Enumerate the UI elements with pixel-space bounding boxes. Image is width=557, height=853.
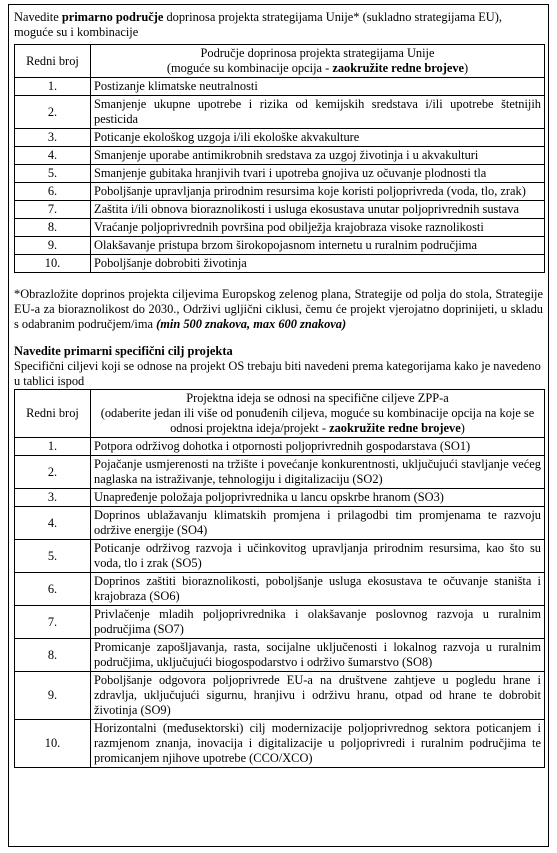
- table-row: [15, 96, 545, 129]
- row-number[interactable]: 3.: [15, 129, 91, 147]
- explanation-note: [9, 273, 548, 332]
- header-line2-text: (odaberite jedan ili više od ponuđenih ciljeva, moguće su kombinacije opcija na koje se odnosi projektna ideja/projekt -: [100, 406, 535, 435]
- strategy-area-rows: [15, 78, 545, 273]
- document-page: [8, 4, 549, 847]
- row-text: Poticanje održivog razvoja i učinkovitog upravljanja prirodnim resursima, kao što su voda, tlo i zrak (SO5): [91, 540, 545, 573]
- table-row: [15, 456, 545, 489]
- row-number[interactable]: 10.: [15, 255, 91, 273]
- row-number[interactable]: 4.: [15, 507, 91, 540]
- row-text: Poboljšanje odgovora poljoprivrede EU-a na društvene zahtjeve u pogledu hrane i zdravlja, uključujući sigurnu, hranjivu i održivu hranu, otpad od hrane te dobrobit životinja (SO9): [91, 672, 545, 720]
- note-text: *Obrazložite doprinos projekta ciljevima Europskog zelenog plana, Strategije od polja do stola, Strategije EU-a za bioraznolikost do 2030., Održivi ugljični ciklusi, čemu će projekt vjerojatno doprinijeti, u skladu s odabranim područjem/ima: [14, 287, 543, 331]
- row-text: Poticanje ekološkog uzgoja i/ili ekološke akvakulture: [91, 129, 545, 147]
- table-row: [15, 201, 545, 219]
- table-row: [15, 639, 545, 672]
- header-line1: Područje doprinosa projekta strategijama Unije: [200, 46, 435, 60]
- row-number[interactable]: 5.: [15, 165, 91, 183]
- col-header-number: Redni broj: [15, 390, 91, 438]
- table-row: [15, 147, 545, 165]
- row-number[interactable]: 6.: [15, 183, 91, 201]
- row-number[interactable]: 7.: [15, 201, 91, 219]
- note-char-limit: (min 500 znakova, max 600 znakova): [156, 317, 347, 331]
- row-text: Vraćanje poljoprivrednih površina pod obilježja krajobraza visoke raznolikosti: [91, 219, 545, 237]
- header-line1: Projektna ideja se odnosi na specifične ciljeve ZPP-a: [186, 391, 449, 405]
- row-number[interactable]: 4.: [15, 147, 91, 165]
- specific-goal-table: [14, 389, 545, 768]
- header-line2-bold: zaokružite redne brojeve: [332, 61, 465, 75]
- header-line2-prefix: (moguće su kombinacije opcija -: [166, 61, 333, 75]
- row-number[interactable]: 1.: [15, 438, 91, 456]
- row-text: Pojačanje usmjerenosti na tržište i povećanje konkurentnosti, uključujući stavljanje većeg naglaska na istraživanje, tehnologiju i digitalizaciju (SO2): [91, 456, 545, 489]
- header-line2-suffix: ): [460, 421, 465, 435]
- intro-paragraph: [9, 5, 548, 44]
- header-line2-bold: zaokružite redne brojeve: [329, 421, 461, 435]
- col-header-goal: [91, 390, 545, 438]
- table-row: [15, 78, 545, 96]
- intro-suffix: doprinosa projekta strategijama Unije* (sukladno strategijama EU), moguće su i kombinacije: [14, 10, 502, 39]
- section2-title: Navedite primarni specifični cilj projekta: [14, 344, 233, 358]
- row-text: Potpora održivog dohotka i otpornosti poljoprivrednih gospodarstava (SO1): [91, 438, 545, 456]
- table-row: [15, 573, 545, 606]
- table-row: [15, 672, 545, 720]
- header-line2-suffix: ): [464, 61, 469, 75]
- row-text: Horizontalni (međusektorski) cilj modernizacije poljoprivrednog sektora poticanjem i razmjenom znanja, inovacija i digitalizacije u poljoprivredi i ruralnim područjima te promicanjem njihove upotrebe (CCO/XCO): [91, 720, 545, 768]
- col-header-number: Redni broj: [15, 45, 91, 78]
- table-row: [15, 438, 545, 456]
- intro-prefix: Navedite: [14, 10, 62, 24]
- table-header-row: [15, 390, 545, 438]
- row-text: Poboljšanje upravljanja prirodnim resursima koje koristi poljoprivreda (voda, tlo, zrak): [91, 183, 545, 201]
- row-text: Zaštita i/ili obnova bioraznolikosti i usluga ekosustava unutar poljoprivrednih sustava: [91, 201, 545, 219]
- row-text: Postizanje klimatske neutralnosti: [91, 78, 545, 96]
- table-row: [15, 129, 545, 147]
- table-row: [15, 219, 545, 237]
- table-row: [15, 540, 545, 573]
- row-number[interactable]: 7.: [15, 606, 91, 639]
- row-text: Unapređenje položaja poljoprivrednika u lancu opskrbe hranom (SO3): [91, 489, 545, 507]
- row-number[interactable]: 3.: [15, 489, 91, 507]
- row-text: Privlačenje mladih poljoprivrednika i olakšavanje poslovnog razvoja u ruralnim područjima (SO7): [91, 606, 545, 639]
- table-row: [15, 507, 545, 540]
- row-number[interactable]: 9.: [15, 672, 91, 720]
- table-row: [15, 489, 545, 507]
- table-row: [15, 183, 545, 201]
- row-number[interactable]: 8.: [15, 639, 91, 672]
- row-text: Promicanje zapošljavanja, rasta, socijalne uključenosti i lokalnog razvoja u ruralnim područjima, uključujući biogospodarstvo i održivo šumarstvo (SO8): [91, 639, 545, 672]
- row-number[interactable]: 2.: [15, 96, 91, 129]
- row-number[interactable]: 9.: [15, 237, 91, 255]
- table-row: [15, 237, 545, 255]
- row-text: Poboljšanje dobrobiti životinja: [91, 255, 545, 273]
- row-text: Smanjenje uporabe antimikrobnih sredstava za uzgoj životinja i u akvakulturi: [91, 147, 545, 165]
- specific-goal-rows: [15, 438, 545, 768]
- row-number[interactable]: 6.: [15, 573, 91, 606]
- row-number[interactable]: 8.: [15, 219, 91, 237]
- table-header-row: [15, 45, 545, 78]
- row-number[interactable]: 10.: [15, 720, 91, 768]
- header-line2: [94, 61, 541, 76]
- row-text: Doprinos zaštiti bioraznolikosti, poboljšanje usluga ekosustava te očuvanje staništa i krajobraza (SO6): [91, 573, 545, 606]
- row-text: Smanjenje ukupne upotrebe i rizika od kemijskih sredstava i/ili upotrebe štetnijih pesticida: [91, 96, 545, 129]
- intro-bold: primarno područje: [61, 10, 164, 24]
- header-line2: [94, 406, 541, 436]
- row-text: Doprinos ublažavanju klimatskih promjena i prilagodbi tim promjenama te razvoju održive energije (SO4): [91, 507, 545, 540]
- row-text: Olakšavanje pristupa brzom širokopojasnom internetu u ruralnim područjima: [91, 237, 545, 255]
- row-text: Smanjenje gubitaka hranjivih tvari i upotreba gnojiva uz očuvanje plodnosti tla: [91, 165, 545, 183]
- table-row: [15, 720, 545, 768]
- table-row: [15, 255, 545, 273]
- row-number[interactable]: 5.: [15, 540, 91, 573]
- table-row: [15, 165, 545, 183]
- col-header-area: [91, 45, 545, 78]
- table-row: [15, 606, 545, 639]
- row-number[interactable]: 2.: [15, 456, 91, 489]
- section2-desc: Specifični ciljevi koji se odnose na projekt OS trebaju biti navedeni prema kategorijama kako je navedeno u tablici ispod: [14, 359, 541, 388]
- strategy-area-table: [14, 44, 545, 273]
- row-number[interactable]: 1.: [15, 78, 91, 96]
